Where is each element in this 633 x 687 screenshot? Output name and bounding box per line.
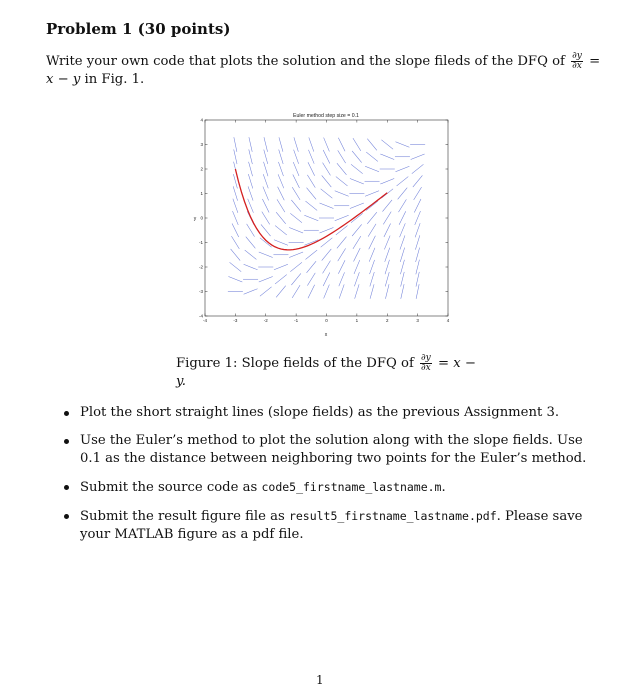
bullet-icon (64, 439, 69, 444)
requirements-list (60, 404, 600, 554)
y-axis-label: y (193, 216, 197, 222)
result-filename: result5_firstname_lastname.pdf (288, 509, 497, 523)
caption-derivative-fraction (420, 354, 432, 373)
list-item-text: Submit the result figure file as (80, 509, 285, 524)
x-axis-label: x (324, 332, 328, 338)
partial-derivative-fraction (571, 52, 583, 71)
y-tick-label: 4 (200, 117, 203, 123)
chart-title: Euler method step size = 0.1 (293, 113, 359, 119)
y-tick-label: 2 (200, 166, 203, 172)
x-tick-label: 3 (416, 318, 419, 323)
y-tick-label: -4 (198, 313, 203, 319)
y-tick-label: -3 (198, 289, 203, 295)
x-tick-label: 1 (355, 318, 359, 323)
list-item-text: Use the Euler’s method to plot the solution along with the slope fields. Use 0.1 as the distance between neighboring two points for the Euler’s method. (80, 433, 587, 466)
x-tick-label: -4 (202, 318, 208, 323)
list-item-text: Plot the short straight lines (slope fields) as the previous Assignment 3. (80, 405, 560, 420)
problem-statement (46, 52, 606, 89)
fraction-numerator: ∂y (572, 51, 582, 61)
x-tick-label: -3 (233, 318, 238, 323)
y-tick-label: -1 (198, 240, 203, 246)
list-item-text-tail: . Please save your MATLAB figure as a pdf file. (80, 509, 583, 542)
y-tick-label: 3 (200, 142, 203, 148)
y-tick-label: 1 (200, 191, 203, 197)
bullet-icon (64, 485, 69, 490)
caption-text: Figure 1: Slope fields of the DFQ of (176, 356, 414, 371)
list-item-text-tail: . (441, 480, 446, 495)
caption-fraction-denominator: ∂x (421, 363, 431, 373)
slope-field-figure (193, 108, 451, 353)
page-number: 1 (316, 673, 324, 687)
equation-rhs: = x − y (46, 54, 601, 87)
x-tick-label: -2 (263, 318, 268, 323)
list-item (60, 507, 600, 544)
y-tick-label: 0 (200, 215, 203, 221)
fraction-denominator: ∂x (572, 61, 582, 71)
list-item (60, 404, 600, 422)
x-tick-label: 2 (385, 318, 389, 323)
problem-title: Problem 1 (30 points) (46, 20, 231, 38)
source-filename: code5_firstname_lastname.m (261, 480, 442, 494)
x-tick-label: 4 (446, 318, 450, 323)
caption-fraction-numerator: ∂y (421, 353, 431, 363)
bullet-icon (64, 411, 69, 416)
statement-tail: in Fig. 1. (84, 72, 145, 87)
y-tick-label: -2 (198, 264, 203, 270)
caption-equation-rhs: = x − y. (176, 356, 476, 389)
figure-caption (176, 354, 476, 391)
list-item-text: Submit the source code as (80, 480, 258, 495)
bullet-icon (64, 514, 69, 519)
statement-text: Write your own code that plots the solution and the slope fileds of the DFQ of (46, 54, 565, 69)
list-item (60, 478, 600, 497)
x-tick-label: 0 (325, 318, 328, 323)
list-item (60, 432, 600, 468)
x-tick-label: -1 (294, 318, 299, 323)
